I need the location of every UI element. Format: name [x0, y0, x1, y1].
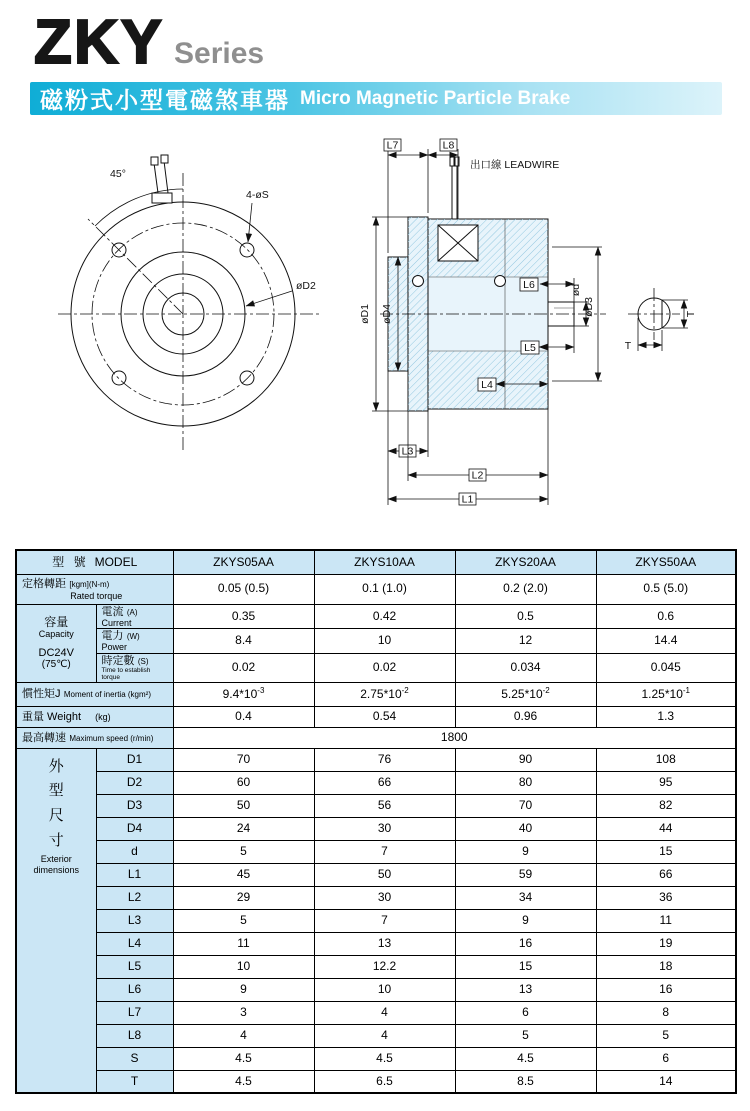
bearing-icon	[495, 276, 506, 287]
dimension-row	[16, 909, 736, 932]
t-dim-label-horizontal: T	[624, 340, 632, 352]
dimension-row	[16, 932, 736, 955]
dimension-value: 12.2	[314, 955, 455, 978]
d3-dim-label: øD3	[583, 297, 595, 317]
dimension-name: L3	[96, 909, 173, 932]
dimension-name: L1	[96, 863, 173, 886]
dimension-name: L5	[96, 955, 173, 978]
dimension-row	[16, 1047, 736, 1070]
model-header-cell	[16, 550, 173, 574]
dimension-value: 4	[173, 1024, 314, 1047]
product-title-en: Micro Magnetic Particle Brake	[300, 87, 571, 109]
l1-dim-label: L1	[461, 493, 474, 506]
dimension-row	[16, 955, 736, 978]
l6-dim-label: L6	[523, 279, 535, 291]
dimension-value: 4.5	[314, 1047, 455, 1070]
dimension-row	[16, 886, 736, 909]
dimension-value: 4	[314, 1001, 455, 1024]
d4-dim-label: øD4	[381, 304, 393, 324]
current-label: 電流 (A) Current	[96, 604, 173, 629]
dimension-row	[16, 748, 736, 771]
front-view	[58, 155, 322, 452]
dimension-row	[16, 1024, 736, 1047]
current-value: 0.35	[173, 604, 314, 629]
dimension-value: 18	[596, 955, 736, 978]
rated-torque-value: 0.5 (5.0)	[596, 574, 736, 604]
capacity-temperature: (75℃)	[41, 658, 71, 670]
dimension-value: 5	[173, 909, 314, 932]
inertia-label: 慣性矩J Moment of inertia (kgm²)	[16, 682, 173, 706]
l2-dim-label: L2	[471, 469, 484, 482]
rated-torque-label	[16, 574, 173, 604]
dimension-name: L8	[96, 1024, 173, 1047]
power-value: 10	[314, 629, 455, 654]
rated-torque-zh: 定格轉距	[22, 578, 66, 591]
inertia-value: $5.25*10^{-2}$	[455, 682, 596, 706]
capacity-en: Capacity	[38, 629, 74, 640]
dimension-value: 70	[173, 748, 314, 771]
model-header-row	[16, 550, 736, 574]
model-name: ZKYS50AA	[596, 550, 736, 574]
l8-dim-label: L8	[442, 139, 455, 152]
dimension-value: 9	[455, 840, 596, 863]
dimension-value: 6	[596, 1047, 736, 1070]
model-name: ZKYS05AA	[173, 550, 314, 574]
dimension-value: 40	[455, 817, 596, 840]
dimension-value: 59	[455, 863, 596, 886]
inertia-row	[16, 682, 736, 706]
capacity-label	[16, 604, 96, 682]
t-dim-label-vertical: T	[685, 310, 697, 318]
d1-dim-label: øD1	[359, 304, 371, 324]
dimension-value: 5	[596, 1024, 736, 1047]
dimension-value: 50	[314, 863, 455, 886]
l7-dim-label: L7	[386, 139, 399, 152]
bearing-icon	[413, 276, 424, 287]
dimension-value: 108	[596, 748, 736, 771]
mounting-holes-label: 4-øS	[246, 189, 269, 201]
dimension-value: 7	[314, 909, 455, 932]
dimension-value: 7	[314, 840, 455, 863]
power-label: 電力 (W) Power	[96, 629, 173, 654]
dimension-value: 9	[455, 909, 596, 932]
dimension-value: 4.5	[455, 1047, 596, 1070]
rated-torque-en: Rated torque	[70, 590, 123, 601]
dimension-value: 3	[173, 1001, 314, 1024]
dimension-value: 50	[173, 794, 314, 817]
dimension-value: 66	[314, 771, 455, 794]
rated-torque-value: 0.05 (0.5)	[173, 574, 314, 604]
power-value: 8.4	[173, 629, 314, 654]
time-constant-value: 0.02	[314, 653, 455, 682]
capacity-current-row	[16, 604, 736, 629]
dimension-row	[16, 817, 736, 840]
dimension-row	[16, 1070, 736, 1093]
dimension-value: 4	[314, 1024, 455, 1047]
inertia-value: $2.75*10^{-2}$	[314, 682, 455, 706]
dimension-name: D2	[96, 771, 173, 794]
dimension-value: 16	[455, 932, 596, 955]
power-value: 12	[455, 629, 596, 654]
series-label: Series	[174, 37, 265, 70]
dimension-value: 11	[173, 932, 314, 955]
shaft-dia-dim-label: ød	[570, 283, 582, 297]
shaft-end-view	[625, 288, 697, 352]
dimension-value: 29	[173, 886, 314, 909]
dimension-value: 15	[455, 955, 596, 978]
power-value: 14.4	[596, 629, 736, 654]
dimension-row	[16, 863, 736, 886]
capacity-time-row	[16, 653, 736, 682]
dimension-value: 36	[596, 886, 736, 909]
dimension-name: T	[96, 1070, 173, 1093]
dimension-value: 6.5	[314, 1070, 455, 1093]
dimension-value: 5	[455, 1024, 596, 1047]
dimension-value: 30	[314, 817, 455, 840]
product-title-zh: 磁粉式小型電磁煞車器	[40, 87, 290, 113]
dimension-value: 8.5	[455, 1070, 596, 1093]
dimension-value: 15	[596, 840, 736, 863]
dimension-value: 8	[596, 1001, 736, 1024]
leadwire-label: 出口線 LEADWIRE	[470, 159, 560, 171]
dimension-value: 56	[314, 794, 455, 817]
dimension-name: L4	[96, 932, 173, 955]
dimension-value: 70	[455, 794, 596, 817]
time-constant-label: 時定數 (S) Time to establish torque	[96, 653, 173, 682]
time-constant-value: 0.034	[455, 653, 596, 682]
rated-torque-value: 0.1 (1.0)	[314, 574, 455, 604]
weight-row	[16, 706, 736, 727]
dimension-value: 10	[173, 955, 314, 978]
dimension-row	[16, 978, 736, 1001]
dimension-rows	[16, 748, 736, 1093]
weight-value: 0.4	[173, 706, 314, 727]
dimension-value: 16	[596, 978, 736, 1001]
dimension-value: 82	[596, 794, 736, 817]
dimension-value: 19	[596, 932, 736, 955]
dimension-name: L2	[96, 886, 173, 909]
dimension-value: 24	[173, 817, 314, 840]
dimension-row	[16, 771, 736, 794]
dimension-row	[16, 794, 736, 817]
current-value: 0.5	[455, 604, 596, 629]
dimension-value: 60	[173, 771, 314, 794]
dimension-name: D4	[96, 817, 173, 840]
dimension-value: 6	[455, 1001, 596, 1024]
terminal-pins-icon	[151, 155, 172, 203]
time-constant-value: 0.045	[596, 653, 736, 682]
dimension-name: D1	[96, 748, 173, 771]
dimension-name: L6	[96, 978, 173, 1001]
technical-drawing-svg	[0, 119, 750, 541]
dimension-value: 11	[596, 909, 736, 932]
dimension-value: 45	[173, 863, 314, 886]
dimension-value: 13	[455, 978, 596, 1001]
capacity-voltage: DC24V	[38, 646, 74, 659]
dimension-row	[16, 840, 736, 863]
max-speed-value: 1800	[173, 727, 736, 748]
inertia-value: $9.4*10^{-3}$	[173, 682, 314, 706]
dimension-value: 90	[455, 748, 596, 771]
l5-dim-label: L5	[524, 342, 536, 354]
dimension-value: 4.5	[173, 1070, 314, 1093]
dimension-value: 13	[314, 932, 455, 955]
dimension-value: 66	[596, 863, 736, 886]
inertia-value: $1.25*10^{-1}$	[596, 682, 736, 706]
time-constant-value: 0.02	[173, 653, 314, 682]
dimension-value: 95	[596, 771, 736, 794]
dimension-value: 34	[455, 886, 596, 909]
dimension-value: 80	[455, 771, 596, 794]
dimension-name: D3	[96, 794, 173, 817]
model-name: ZKYS20AA	[455, 550, 596, 574]
angle-45-label: 45°	[110, 168, 126, 180]
dimension-name: S	[96, 1047, 173, 1070]
weight-value: 0.54	[314, 706, 455, 727]
weight-value: 1.3	[596, 706, 736, 727]
page-header	[0, 0, 750, 80]
weight-value: 0.96	[455, 706, 596, 727]
dimension-value: 30	[314, 886, 455, 909]
exterior-dimensions-label: 外 型 尺 寸 Exterior dimensions	[16, 748, 96, 1093]
spec-table	[15, 549, 737, 1094]
technical-drawings	[0, 119, 750, 541]
max-speed-label: 最高轉速 Maximum speed (r/min)	[16, 727, 173, 748]
l3-dim-label: L3	[401, 445, 414, 458]
dimension-value: 5	[173, 840, 314, 863]
current-value: 0.6	[596, 604, 736, 629]
dimension-value: 4.5	[173, 1047, 314, 1070]
dimension-name: L7	[96, 1001, 173, 1024]
brand-logo: ZKY	[34, 8, 164, 77]
d2-dim-label: øD2	[296, 280, 316, 292]
dimension-value: 76	[314, 748, 455, 771]
dimension-row	[16, 1001, 736, 1024]
rated-torque-row	[16, 574, 736, 604]
weight-label: 重量 Weight (kg)	[16, 706, 173, 727]
rated-torque-value: 0.2 (2.0)	[455, 574, 596, 604]
dimension-value: 44	[596, 817, 736, 840]
model-name: ZKYS10AA	[314, 550, 455, 574]
capacity-power-row	[16, 629, 736, 654]
product-title-banner	[30, 82, 722, 115]
capacity-zh: 容量	[44, 614, 69, 629]
dimension-name: d	[96, 840, 173, 863]
dimension-value: 14	[596, 1070, 736, 1093]
max-speed-row	[16, 727, 736, 748]
l4-dim-label: L4	[481, 379, 493, 391]
section-view	[359, 139, 606, 506]
current-value: 0.42	[314, 604, 455, 629]
dimension-value: 10	[314, 978, 455, 1001]
model-header-zh: 型 號	[52, 554, 89, 569]
rated-torque-unit: [kgm](N-m)	[69, 580, 110, 590]
model-header-en: MODEL	[94, 554, 138, 569]
dimension-value: 9	[173, 978, 314, 1001]
